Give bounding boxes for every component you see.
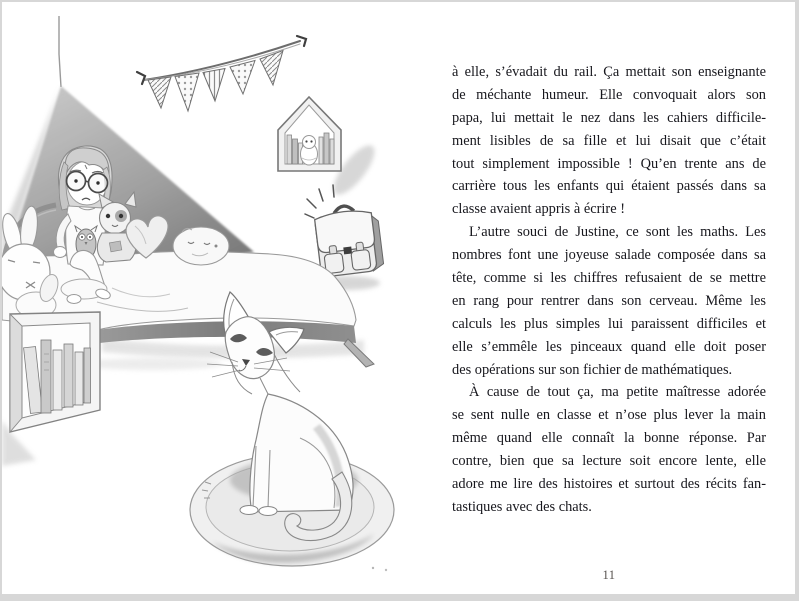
text-line: contre, bien que sa lecture soit encore lente, elle	[452, 453, 766, 470]
text-line: tout simplement impossible ! Qu’en trente ans de	[452, 155, 766, 172]
text-line: nombres font une joyeuse salade composée dans sa	[452, 247, 766, 264]
text-line: en rang pour rentrer dans son cerveau. Même les	[452, 292, 766, 309]
text-line: adore me lire des histoires et surtout des récits fan-	[452, 476, 766, 493]
pennant-flag	[148, 77, 171, 108]
pennant-flag	[230, 61, 255, 95]
satchel-flap	[314, 208, 375, 253]
text-line: elle s’emmêle les pinceaux quand elle doit poser	[452, 338, 766, 355]
text-line: calculs les plus simples lui paraissent difficiles et	[452, 315, 766, 332]
text-line: se sent nulle en classe et n’ose plus lever la main	[452, 407, 766, 424]
text-column	[452, 61, 766, 519]
text-line: classe avaient appris à écrire !	[452, 201, 625, 218]
bird-figurine	[301, 136, 318, 166]
bedroom-illustration	[2, 2, 432, 594]
pennant-flag	[203, 69, 225, 102]
text-line: tête, comme si les chiffres refusaient de se mettre	[452, 270, 766, 287]
text-line: des opérations sur son fichier de mathématiques.	[452, 361, 733, 378]
text-line: L’autre souci de Justine, ce sont les maths. Les	[469, 224, 766, 241]
girl-foot	[67, 295, 81, 304]
text-line: ment lisibles de sa fille et lui disait que c’était	[452, 132, 766, 149]
bunting-garland	[137, 36, 306, 111]
garland-hook-left	[137, 72, 145, 84]
text-line: à elle, s’évadait du rail. Ça mettait son enseignante	[452, 64, 766, 80]
page	[2, 2, 795, 594]
sleeping-plush	[173, 227, 229, 265]
page-number: 11	[602, 568, 616, 582]
text-line: de méchante humeur. Elle convoquait alors son	[452, 86, 766, 103]
text-line: tastiques avec des chats.	[452, 498, 592, 515]
house-shelf	[278, 97, 381, 200]
wall-corner-line	[59, 16, 61, 87]
text-line: carrière tous les enfants qui étaient passés dans sa	[452, 178, 766, 195]
cube-bookshelf	[2, 312, 100, 466]
text-line: papa, lui mettait le nez dans les cahiers difficile-	[452, 109, 766, 126]
satchel-pocket	[351, 249, 371, 270]
text-line: À cause de tout ça, ma petite maîtresse adorée	[469, 384, 766, 401]
emphasis-rays	[305, 185, 334, 218]
text-line: même quand elle connaît la bonne réponse. Par	[452, 430, 766, 447]
pennant-flag	[175, 73, 199, 111]
